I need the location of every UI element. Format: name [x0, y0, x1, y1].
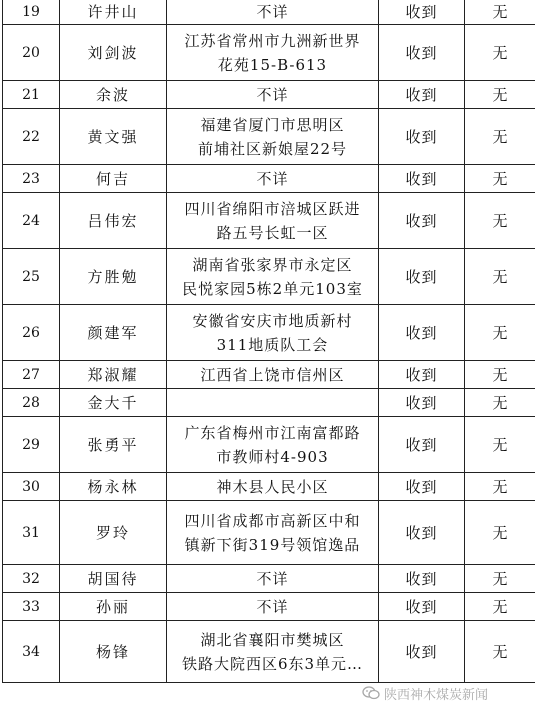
- address-line: 湖北省襄阳市樊城区: [200, 630, 345, 649]
- cell-address: [167, 621, 379, 683]
- address-line: 四川省绵阳市涪城区跃进: [184, 199, 361, 218]
- cell-received: 收到: [379, 593, 465, 621]
- table-row: [3, 81, 535, 109]
- cell-name: 吕伟宏: [60, 193, 167, 249]
- watermark-text: 陕西神木煤炭新闻: [384, 687, 489, 703]
- cell-name: 余波: [60, 81, 167, 109]
- cell-name: 何吉: [60, 165, 167, 193]
- cell-note: 无: [465, 193, 535, 249]
- cell-number: 34: [3, 621, 60, 683]
- cell-note: 无: [465, 389, 535, 417]
- cell-received: 收到: [379, 389, 465, 417]
- cell-number: 31: [3, 501, 60, 565]
- cell-note: 无: [465, 621, 535, 683]
- cell-note: 无: [465, 361, 535, 389]
- cell-note: 无: [465, 0, 535, 25]
- cell-address: [167, 0, 379, 25]
- address-line: 广东省梅州市江南富都路: [184, 423, 361, 442]
- cell-address: [167, 305, 379, 361]
- cell-note: 无: [465, 81, 535, 109]
- table-body: [3, 0, 535, 683]
- cell-received: 收到: [379, 621, 465, 683]
- address-line: 民悦家园5栋2单元103室: [182, 279, 363, 298]
- cell-address: [167, 109, 379, 165]
- table-row: [3, 193, 535, 249]
- cell-received: 收到: [379, 249, 465, 305]
- cell-name: 杨锋: [60, 621, 167, 683]
- cell-number: 30: [3, 473, 60, 501]
- address-line: 福建省厦门市思明区: [200, 115, 345, 134]
- table-row: [3, 501, 535, 565]
- cell-note: 无: [465, 109, 535, 165]
- cell-received: 收到: [379, 361, 465, 389]
- address-line: 江苏省常州市九洲新世界: [184, 31, 361, 50]
- cell-address: [167, 361, 379, 389]
- cell-name: 郑淑耀: [60, 361, 167, 389]
- address-line: 江西省上饶市信州区: [200, 365, 345, 384]
- cell-note: 无: [465, 565, 535, 593]
- cell-number: 33: [3, 593, 60, 621]
- cell-received: 收到: [379, 109, 465, 165]
- address-line: 市教师村4-903: [216, 447, 329, 466]
- cell-note: 无: [465, 305, 535, 361]
- address-line: 不详: [256, 2, 289, 21]
- cell-received: 收到: [379, 417, 465, 473]
- cell-address: [167, 473, 379, 501]
- table-row: [3, 565, 535, 593]
- address-line: 前埔社区新娘屋22号: [197, 139, 348, 158]
- cell-note: 无: [465, 249, 535, 305]
- cell-name: 金大千: [60, 389, 167, 417]
- address-line: 路五号长虹一区: [216, 223, 329, 242]
- cell-received: 收到: [379, 165, 465, 193]
- table-row: [3, 0, 535, 25]
- cell-number: 25: [3, 249, 60, 305]
- cell-number: 32: [3, 565, 60, 593]
- address-line: 不详: [256, 569, 289, 588]
- cell-address: [167, 565, 379, 593]
- wechat-icon: [362, 686, 380, 700]
- address-line: 四川省成都市高新区中和: [184, 511, 361, 530]
- cell-number: 26: [3, 305, 60, 361]
- table-row: [3, 249, 535, 305]
- cell-name: 杨永林: [60, 473, 167, 501]
- cell-number: 20: [3, 25, 60, 81]
- cell-address: [167, 193, 379, 249]
- cell-address: [167, 25, 379, 81]
- table-row: [3, 389, 535, 417]
- cell-name: 颜建军: [60, 305, 167, 361]
- cell-note: 无: [465, 25, 535, 81]
- cell-address: [167, 417, 379, 473]
- cell-received: 收到: [379, 81, 465, 109]
- cell-name: 孙丽: [60, 593, 167, 621]
- cell-note: 无: [465, 473, 535, 501]
- cell-note: 无: [465, 165, 535, 193]
- table-row: [3, 593, 535, 621]
- address-line: 湖南省张家界市永定区: [192, 255, 353, 274]
- address-line: 神木县人民小区: [216, 477, 329, 496]
- cell-name: 黄文强: [60, 109, 167, 165]
- table-row: [3, 165, 535, 193]
- cell-address: [167, 593, 379, 621]
- cell-number: 19: [3, 0, 60, 25]
- cell-received: 收到: [379, 193, 465, 249]
- table-row: [3, 25, 535, 81]
- cell-name: 刘剑波: [60, 25, 167, 81]
- address-line: 不详: [256, 85, 289, 104]
- cell-number: 24: [3, 193, 60, 249]
- address-line: 花苑15-B-613: [217, 55, 328, 74]
- cell-number: 21: [3, 81, 60, 109]
- cell-note: 无: [465, 417, 535, 473]
- address-line: 镇新下街319号领馆逸品: [184, 535, 361, 554]
- address-line: 安徽省安庆市地质新村: [192, 311, 353, 330]
- address-line: 不详: [256, 169, 289, 188]
- cell-received: 收到: [379, 565, 465, 593]
- cell-address: [167, 81, 379, 109]
- address-line: 铁路大院西区6东3单元…: [181, 654, 364, 673]
- cell-number: 22: [3, 109, 60, 165]
- cell-address: [167, 249, 379, 305]
- table-row: [3, 361, 535, 389]
- cell-name: 胡国待: [60, 565, 167, 593]
- recipient-table: [2, 0, 535, 683]
- cell-number: 23: [3, 165, 60, 193]
- table-row: [3, 473, 535, 501]
- cell-number: 27: [3, 361, 60, 389]
- cell-received: 收到: [379, 501, 465, 565]
- table-row: [3, 417, 535, 473]
- cell-received: 收到: [379, 25, 465, 81]
- cell-note: 无: [465, 593, 535, 621]
- cell-address: [167, 389, 379, 417]
- cell-address: [167, 501, 379, 565]
- cell-address: [167, 165, 379, 193]
- table-row: [3, 305, 535, 361]
- cell-note: 无: [465, 501, 535, 565]
- cell-number: 29: [3, 417, 60, 473]
- cell-name: 许井山: [60, 0, 167, 25]
- cell-received: 收到: [379, 473, 465, 501]
- address-line: 不详: [256, 597, 289, 616]
- cell-received: 收到: [379, 305, 465, 361]
- cell-name: 罗玲: [60, 501, 167, 565]
- address-line: 311地质队工会: [216, 335, 329, 354]
- cell-name: 张勇平: [60, 417, 167, 473]
- watermark: [362, 681, 488, 705]
- table-row: [3, 109, 535, 165]
- cell-number: 28: [3, 389, 60, 417]
- cell-name: 方胜勉: [60, 249, 167, 305]
- cell-received: 收到: [379, 0, 465, 25]
- table-row: [3, 621, 535, 683]
